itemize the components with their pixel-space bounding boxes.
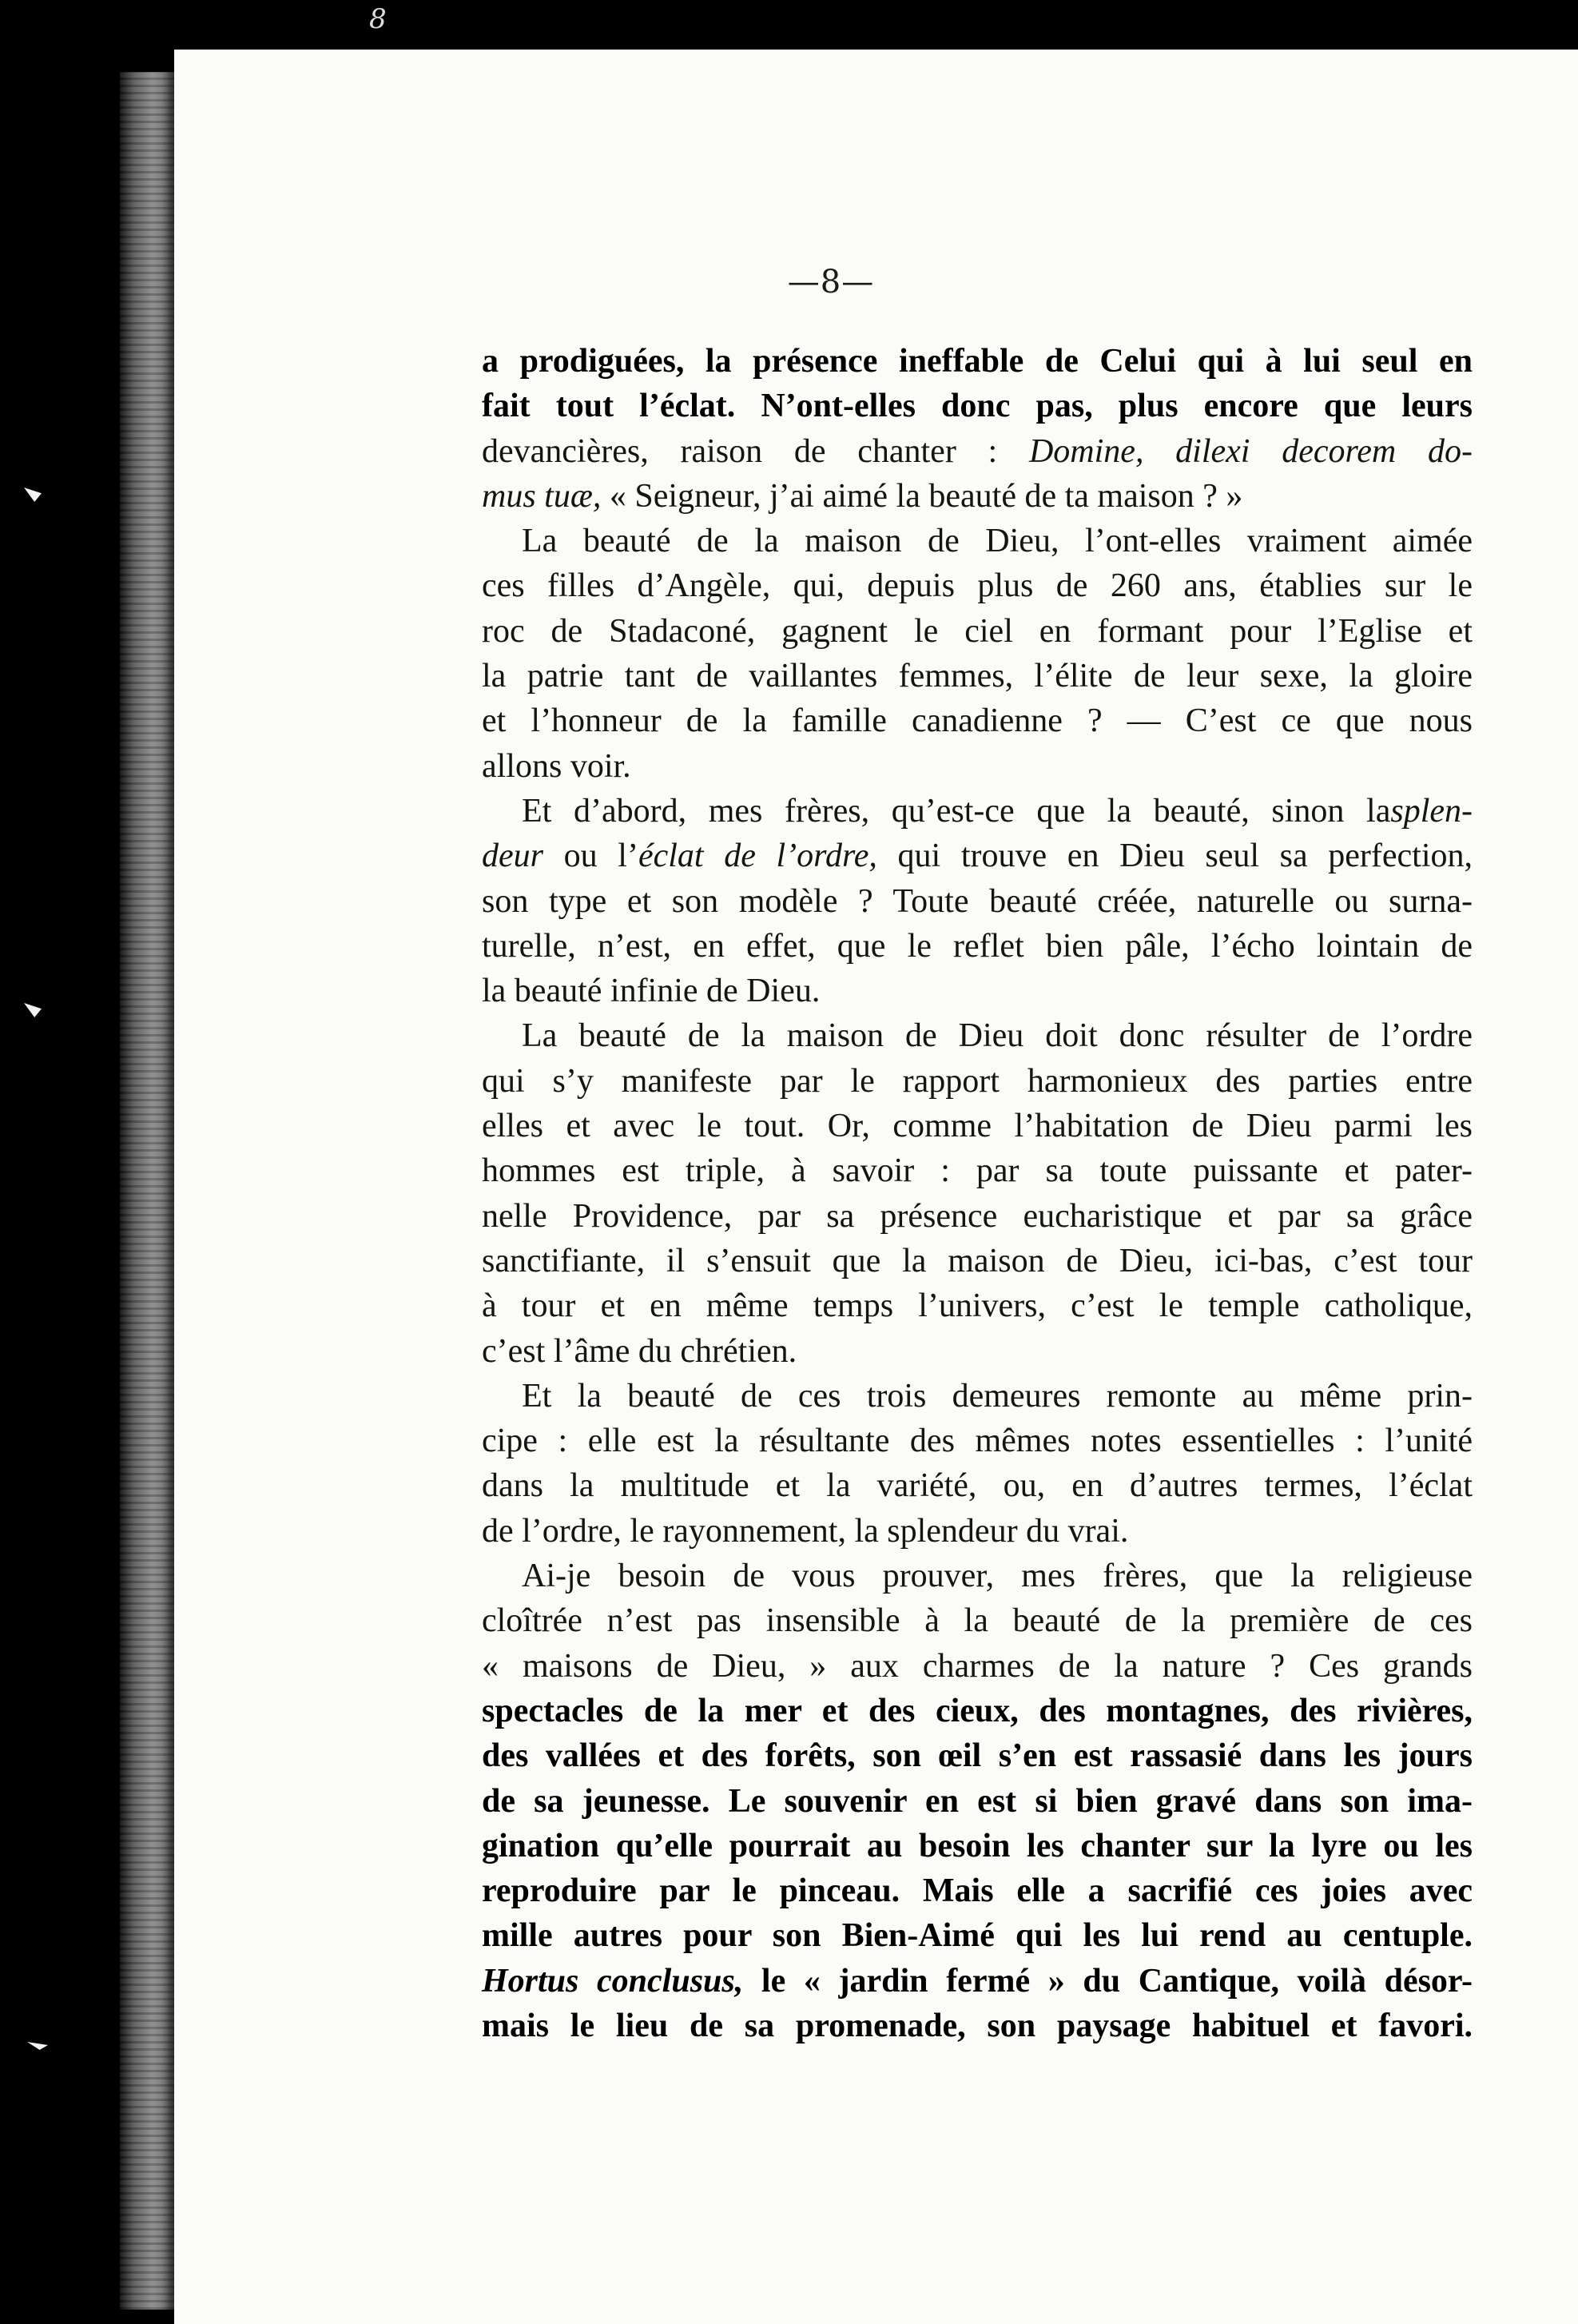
- text-span: « Seigneur, j’ai aimé la beauté de ta maison ? »: [609, 477, 1243, 515]
- body-text: [482, 339, 1473, 2048]
- scan-speck: [24, 1003, 42, 1017]
- text-line: mais le lieu de sa promenade, son paysage habituel et favori.: [482, 2007, 1473, 2044]
- text-line: spectacles de la mer et des cieux, des montagnes, des rivières,: [482, 1692, 1473, 1729]
- text-line: a prodiguées, la présence ineffable de Celui qui à lui seul en: [482, 343, 1473, 380]
- latin-quote: mus tuæ,: [482, 477, 602, 515]
- text-line: Ai-je besoin de vous prouver, mes frères, que la religieuse: [522, 1558, 1473, 1595]
- text-line: [482, 1959, 1473, 2004]
- text-line: de sa jeunesse. Le souvenir en est si bien gravé dans son ima-: [482, 1782, 1473, 1820]
- text-line: cipe : elle est la résultante des mêmes notes essentielles : l’unité: [482, 1423, 1473, 1460]
- text-line: fait tout l’éclat. N’ont-elles donc pas, plus encore que leurs: [482, 388, 1473, 425]
- scan-corner-mark: 8: [369, 3, 387, 35]
- text-line: [482, 789, 1473, 834]
- latin-quote: Hortus conclusus,: [482, 1962, 744, 2000]
- text-line: hommes est triple, à savoir : par sa toute puissante et pater-: [482, 1152, 1473, 1190]
- text-span: ou l’: [563, 838, 638, 875]
- text-line: de l’ordre, le rayonnement, la splendeur du vrai.: [482, 1512, 1129, 1550]
- text-line: Et la beauté de ces trois demeures remonte au même prin-: [522, 1377, 1473, 1415]
- page-number: —8—: [787, 264, 875, 300]
- italic-span: deur: [482, 838, 543, 875]
- text-line: des vallées et des forêts, son œil s’en est rassasié dans les jours: [482, 1737, 1473, 1775]
- text-line: mille autres pour son Bien-Aimé qui les lui rend au centuple.: [482, 1917, 1473, 1955]
- text-line: turelle, n’est, en effet, que le reflet bien pâle, l’écho lointain de: [482, 927, 1473, 965]
- scan-speck: [24, 487, 42, 502]
- text-line: c’est l’âme du chrétien.: [482, 1332, 797, 1370]
- text-line: qui s’y manifeste par le rapport harmonieux des parties entre: [482, 1062, 1473, 1100]
- text-line: [482, 834, 1473, 878]
- text-line: gination qu’elle pourrait au besoin les chanter sur la lyre ou les: [482, 1827, 1473, 1864]
- text-line: La beauté de la maison de Dieu, l’ont-elles vraiment aimée: [522, 523, 1473, 560]
- text-line: la patrie tant de vaillantes femmes, l’élite de leur sexe, la gloire: [482, 658, 1473, 695]
- text-span: qui trouve en Dieu seul sa perfection,: [897, 838, 1473, 875]
- text-span: le « jardin fermé » du Cantique, voilà désor-: [761, 1962, 1473, 2000]
- text-line: son type et son modèle ? Toute beauté créée, naturelle ou surna-: [482, 882, 1473, 920]
- text-line: à tour et en même temps l’univers, c’est le temple catholique,: [482, 1287, 1473, 1325]
- text-line: et l’honneur de la famille canadienne ? — C’est ce que nous: [482, 702, 1473, 740]
- text-line: sanctifiante, il s’ensuit que la maison de Dieu, ici-bas, c’est tour: [482, 1242, 1473, 1279]
- text-line: [482, 474, 1473, 519]
- text-line: nelle Providence, par sa présence eucharistique et par sa grâce: [482, 1197, 1473, 1235]
- text-line: allons voir.: [482, 747, 631, 785]
- text-line: roc de Stadaconé, gagnent le ciel en formant pour l’Eglise et: [482, 612, 1473, 650]
- text-line: la beauté infinie de Dieu.: [482, 973, 821, 1010]
- text-line: ces filles d’Angèle, qui, depuis plus de 260 ans, établies sur le: [482, 567, 1473, 605]
- latin-quote: Domine, dilexi decorem do-: [1028, 432, 1473, 470]
- text-line: elles et avec le tout. Or, comme l’habitation de Dieu parmi les: [482, 1108, 1473, 1145]
- scan-speck: [27, 2042, 48, 2050]
- text-span: devancières, raison de chanter :: [482, 432, 998, 470]
- text-line: « maisons de Dieu, » aux charmes de la nature ? Ces grands: [482, 1647, 1473, 1685]
- text-line: cloîtrée n’est pas insensible à la beauté de la première de ces: [482, 1602, 1473, 1640]
- text-line: [482, 429, 1473, 474]
- italic-span: splen-: [1390, 792, 1473, 830]
- italic-span: éclat de l’ordre,: [638, 838, 877, 875]
- text-line: dans la multitude et la variété, ou, en d’autres termes, l’éclat: [482, 1467, 1473, 1505]
- text-line: La beauté de la maison de Dieu doit donc résulter de l’ordre: [522, 1017, 1473, 1055]
- text-span: Et d’abord, mes frères, qu’est-ce que la beauté, sinon la: [522, 792, 1391, 830]
- text-line: reproduire par le pinceau. Mais elle a sacrifié ces joies avec: [482, 1872, 1473, 1910]
